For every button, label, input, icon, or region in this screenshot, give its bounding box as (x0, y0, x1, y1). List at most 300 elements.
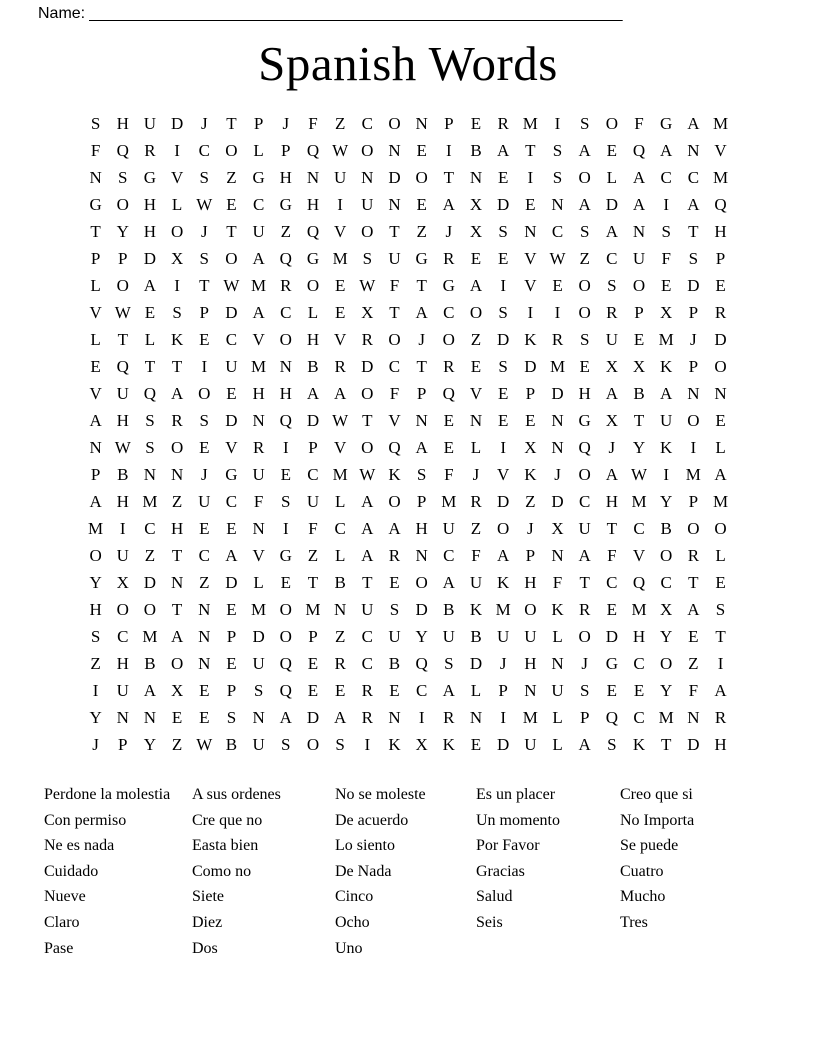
grid-cell[interactable]: S (579, 114, 590, 133)
grid-cell[interactable]: I (554, 114, 561, 133)
grid-cell[interactable]: R (361, 681, 373, 700)
grid-cell[interactable]: N (551, 411, 564, 430)
grid-cell[interactable]: F (661, 249, 671, 268)
grid-cell[interactable]: D (605, 195, 618, 214)
grid-cell[interactable]: O (578, 303, 591, 322)
grid-cell[interactable]: D (252, 627, 265, 646)
word-list-item[interactable]: A sus ordenes (192, 786, 281, 803)
grid-cell[interactable]: O (388, 492, 401, 511)
grid-cell[interactable]: U (252, 465, 265, 484)
grid-cell[interactable]: H (143, 222, 157, 241)
grid-cell[interactable]: D (605, 627, 618, 646)
grid-cell[interactable]: S (90, 114, 101, 133)
grid-cell[interactable]: Q (578, 438, 591, 457)
grid-cell[interactable]: T (226, 114, 237, 133)
grid-cell[interactable]: O (279, 627, 292, 646)
grid-cell[interactable]: U (660, 411, 673, 430)
grid-cell[interactable]: I (174, 276, 180, 295)
grid-cell[interactable]: M (441, 492, 457, 511)
grid-cell[interactable]: N (469, 411, 483, 430)
grid-cell[interactable]: B (225, 735, 238, 754)
grid-cell[interactable]: P (308, 627, 318, 646)
grid-cell[interactable]: P (199, 303, 209, 322)
grid-cell[interactable]: H (306, 330, 320, 349)
grid-cell[interactable]: H (524, 573, 537, 592)
grid-cell[interactable]: U (198, 492, 211, 511)
grid-cell[interactable]: M (522, 708, 538, 727)
grid-cell[interactable]: N (551, 438, 564, 457)
grid-cell[interactable]: E (171, 708, 183, 727)
grid-cell[interactable]: T (416, 276, 427, 295)
grid-cell[interactable]: E (497, 168, 509, 187)
grid-cell[interactable]: Q (116, 141, 129, 160)
grid-cell[interactable]: S (579, 222, 590, 241)
word-list-item[interactable]: De acuerdo (335, 811, 409, 829)
grid-cell[interactable]: A (578, 141, 591, 160)
grid-cell[interactable]: Y (660, 627, 673, 646)
grid-cell[interactable]: U (252, 654, 265, 673)
grid-cell[interactable]: O (279, 330, 292, 349)
grid-cell[interactable]: N (687, 141, 700, 160)
grid-cell[interactable]: S (118, 168, 128, 187)
grid-cell[interactable]: C (225, 330, 238, 349)
grid-cell[interactable]: E (606, 681, 618, 700)
grid-cell[interactable]: Y (415, 627, 428, 646)
grid-cell[interactable]: C (361, 627, 373, 646)
grid-cell[interactable]: E (661, 276, 672, 295)
grid-cell[interactable]: F (308, 114, 318, 133)
grid-cell[interactable]: P (416, 384, 427, 403)
grid-cell[interactable]: M (251, 357, 267, 376)
grid-cell[interactable]: Z (525, 492, 536, 511)
grid-cell[interactable]: U (225, 357, 238, 376)
grid-cell[interactable]: N (252, 708, 265, 727)
grid-cell[interactable]: M (251, 600, 267, 619)
grid-cell[interactable]: A (714, 681, 727, 700)
grid-cell[interactable]: L (552, 627, 563, 646)
grid-cell[interactable]: Y (89, 573, 102, 592)
grid-cell[interactable]: M (658, 708, 674, 727)
word-list-item[interactable]: Seis (476, 913, 503, 931)
grid-cell[interactable]: W (359, 465, 376, 484)
grid-cell[interactable]: D (143, 573, 157, 592)
grid-cell[interactable]: P (226, 627, 237, 646)
grid-cell[interactable]: D (497, 195, 510, 214)
grid-cell[interactable]: C (551, 222, 564, 241)
grid-cell[interactable]: Q (605, 708, 618, 727)
grid-cell[interactable]: X (524, 438, 537, 457)
word-list-item[interactable]: Uno (335, 939, 363, 957)
grid-cell[interactable]: S (579, 330, 590, 349)
grid-cell[interactable]: T (606, 519, 618, 538)
grid-cell[interactable]: A (660, 141, 673, 160)
grid-cell[interactable]: S (661, 222, 671, 241)
grid-cell[interactable]: S (552, 141, 563, 160)
grid-cell[interactable]: I (282, 519, 289, 538)
grid-cell[interactable]: E (633, 681, 645, 700)
grid-cell[interactable]: A (252, 249, 265, 268)
grid-cell[interactable]: C (225, 492, 238, 511)
grid-cell[interactable]: E (497, 411, 509, 430)
grid-cell[interactable]: E (715, 276, 726, 295)
grid-cell[interactable]: V (497, 465, 510, 484)
grid-cell[interactable]: S (389, 600, 400, 619)
word-list-item[interactable]: Salud (476, 888, 513, 906)
grid-cell[interactable]: A (578, 735, 591, 754)
grid-cell[interactable]: Z (334, 627, 346, 646)
grid-cell[interactable]: R (361, 708, 373, 727)
grid-cell[interactable]: U (143, 114, 157, 133)
word-list-item[interactable]: Dos (192, 939, 218, 957)
grid-cell[interactable]: Z (280, 222, 291, 241)
grid-cell[interactable]: G (89, 195, 102, 214)
grid-cell[interactable]: P (416, 492, 427, 511)
grid-cell[interactable]: D (469, 654, 483, 673)
grid-cell[interactable]: L (715, 438, 726, 457)
grid-cell[interactable]: R (579, 600, 591, 619)
grid-cell[interactable]: C (388, 357, 401, 376)
grid-cell[interactable]: M (305, 600, 321, 619)
grid-cell[interactable]: E (497, 249, 509, 268)
grid-cell[interactable]: H (578, 384, 591, 403)
grid-cell[interactable]: E (334, 303, 346, 322)
grid-cell[interactable]: N (388, 141, 401, 160)
grid-cell[interactable]: P (90, 465, 101, 484)
grid-cell[interactable]: C (579, 492, 591, 511)
grid-cell[interactable]: N (170, 465, 184, 484)
grid-cell[interactable]: L (715, 546, 726, 565)
grid-cell[interactable]: O (714, 519, 727, 538)
grid-cell[interactable]: Q (279, 249, 292, 268)
grid-cell[interactable]: L (334, 492, 346, 511)
grid-cell[interactable]: K (388, 735, 401, 754)
grid-cell[interactable]: W (359, 276, 376, 295)
grid-cell[interactable]: T (688, 222, 699, 241)
grid-cell[interactable]: A (333, 708, 347, 727)
grid-cell[interactable]: M (142, 492, 158, 511)
grid-cell[interactable]: H (279, 168, 292, 187)
grid-cell[interactable]: O (578, 465, 591, 484)
grid-cell[interactable]: F (308, 519, 318, 538)
grid-cell[interactable]: X (660, 600, 673, 619)
grid-cell[interactable]: A (89, 411, 102, 430)
grid-cell[interactable]: H (89, 600, 102, 619)
grid-cell[interactable]: J (200, 465, 208, 484)
grid-cell[interactable]: K (660, 357, 673, 376)
grid-cell[interactable]: Z (171, 492, 183, 511)
grid-cell[interactable]: A (605, 222, 618, 241)
grid-cell[interactable]: T (661, 735, 672, 754)
grid-cell[interactable]: P (253, 114, 264, 133)
grid-cell[interactable]: O (225, 249, 238, 268)
grid-cell[interactable]: U (306, 492, 320, 511)
grid-cell[interactable]: V (469, 384, 483, 403)
grid-cell[interactable]: E (199, 330, 210, 349)
grid-cell[interactable]: V (170, 168, 184, 187)
grid-cell[interactable]: H (116, 492, 129, 511)
grid-cell[interactable]: U (632, 249, 646, 268)
grid-cell[interactable]: V (524, 276, 537, 295)
grid-cell[interactable]: J (690, 330, 697, 349)
grid-cell[interactable]: E (199, 438, 210, 457)
grid-cell[interactable]: J (282, 114, 290, 133)
grid-cell[interactable]: O (469, 303, 483, 322)
grid-cell[interactable]: Q (632, 141, 646, 160)
word-list-item[interactable]: Gracias (476, 862, 525, 880)
grid-cell[interactable]: Z (199, 573, 210, 592)
grid-cell[interactable]: Q (632, 573, 646, 592)
grid-cell[interactable]: Z (688, 654, 699, 673)
grid-cell[interactable]: Y (143, 735, 157, 754)
word-list-item[interactable]: Es un placer (476, 786, 556, 803)
grid-cell[interactable]: F (471, 546, 481, 565)
word-list-item[interactable]: Ne es nada (44, 837, 115, 855)
grid-cell[interactable]: U (252, 222, 265, 241)
grid-cell[interactable]: L (171, 195, 183, 214)
grid-cell[interactable]: G (442, 276, 455, 295)
grid-cell[interactable]: A (497, 546, 510, 565)
grid-cell[interactable]: K (170, 330, 184, 349)
grid-cell[interactable]: A (361, 546, 374, 565)
grid-cell[interactable]: R (714, 708, 727, 727)
grid-cell[interactable]: T (715, 627, 726, 646)
grid-cell[interactable]: A (306, 384, 320, 403)
grid-cell[interactable]: M (549, 357, 566, 376)
grid-cell[interactable]: P (308, 438, 318, 457)
grid-cell[interactable]: U (442, 519, 455, 538)
grid-cell[interactable]: B (470, 627, 482, 646)
grid-cell[interactable]: D (714, 330, 727, 349)
word-list-item[interactable]: Pase (44, 939, 74, 957)
grid-cell[interactable]: T (117, 330, 128, 349)
grid-cell[interactable]: G (660, 114, 673, 133)
grid-cell[interactable]: S (145, 411, 155, 430)
grid-cell[interactable]: O (415, 168, 428, 187)
grid-cell[interactable]: W (549, 249, 566, 268)
grid-cell[interactable]: R (443, 708, 455, 727)
grid-cell[interactable]: P (226, 681, 237, 700)
grid-cell[interactable]: N (361, 168, 374, 187)
grid-cell[interactable]: W (196, 195, 213, 214)
grid-cell[interactable]: A (388, 519, 401, 538)
word-list-item[interactable]: Un momento (476, 811, 560, 829)
word-list-item[interactable]: Cuatro (620, 862, 664, 880)
grid-cell[interactable]: J (554, 465, 561, 484)
grid-cell[interactable]: D (497, 492, 510, 511)
grid-cell[interactable]: W (114, 438, 131, 457)
grid-cell[interactable]: O (306, 276, 320, 295)
grid-cell[interactable]: W (631, 465, 648, 484)
grid-cell[interactable]: B (388, 654, 401, 673)
grid-cell[interactable]: S (498, 303, 508, 322)
grid-cell[interactable]: U (524, 627, 537, 646)
word-list-item[interactable]: Easta bien (192, 837, 259, 855)
grid-cell[interactable]: E (579, 357, 590, 376)
grid-cell[interactable]: J (608, 438, 616, 457)
grid-cell[interactable]: W (114, 303, 131, 322)
grid-cell[interactable]: O (687, 519, 700, 538)
grid-cell[interactable]: S (253, 681, 264, 700)
grid-cell[interactable]: M (631, 492, 647, 511)
grid-cell[interactable]: K (524, 465, 537, 484)
grid-cell[interactable]: O (388, 330, 401, 349)
grid-cell[interactable]: R (687, 546, 700, 565)
grid-cell[interactable]: D (687, 735, 700, 754)
grid-cell[interactable]: U (361, 195, 374, 214)
grid-cell[interactable]: N (551, 546, 564, 565)
grid-cell[interactable]: A (687, 195, 700, 214)
grid-cell[interactable]: U (524, 735, 537, 754)
grid-cell[interactable]: H (116, 411, 129, 430)
grid-cell[interactable]: I (500, 438, 506, 457)
grid-cell[interactable]: S (226, 708, 237, 727)
grid-cell[interactable]: M (712, 114, 729, 133)
grid-cell[interactable]: H (415, 519, 428, 538)
grid-cell[interactable]: N (415, 411, 428, 430)
grid-cell[interactable]: E (525, 411, 536, 430)
grid-cell[interactable]: E (633, 330, 645, 349)
word-list-item[interactable]: Por Favor (476, 837, 540, 855)
grid-cell[interactable]: H (714, 222, 727, 241)
grid-cell[interactable]: T (443, 168, 455, 187)
grid-cell[interactable]: T (144, 357, 156, 376)
grid-cell[interactable]: H (714, 735, 727, 754)
grid-cell[interactable]: C (660, 168, 672, 187)
grid-cell[interactable]: E (199, 681, 210, 700)
grid-cell[interactable]: M (142, 627, 158, 646)
grid-cell[interactable]: K (660, 438, 673, 457)
grid-cell[interactable]: E (307, 681, 319, 700)
grid-cell[interactable]: X (632, 357, 646, 376)
grid-cell[interactable]: N (415, 114, 428, 133)
grid-cell[interactable]: F (688, 681, 699, 700)
grid-cell[interactable]: O (279, 600, 292, 619)
grid-cell[interactable]: A (605, 384, 618, 403)
grid-cell[interactable]: P (715, 249, 726, 268)
grid-cell[interactable]: V (89, 303, 102, 322)
grid-cell[interactable]: M (631, 600, 647, 619)
grid-cell[interactable]: K (524, 330, 537, 349)
word-list-item[interactable]: Ocho (335, 913, 370, 931)
grid-cell[interactable]: N (116, 708, 129, 727)
grid-cell[interactable]: G (279, 546, 292, 565)
grid-cell[interactable]: I (119, 519, 126, 538)
grid-cell[interactable]: E (199, 708, 210, 727)
grid-cell[interactable]: H (605, 492, 618, 511)
grid-cell[interactable]: A (415, 438, 428, 457)
grid-cell[interactable]: C (307, 465, 319, 484)
grid-cell[interactable]: M (495, 600, 511, 619)
grid-cell[interactable]: L (307, 303, 319, 322)
grid-cell[interactable]: F (552, 573, 563, 592)
grid-cell[interactable]: Q (442, 384, 455, 403)
grid-cell[interactable]: E (470, 735, 482, 754)
grid-cell[interactable]: N (252, 411, 265, 430)
grid-cell[interactable]: M (712, 168, 729, 187)
grid-cell[interactable]: O (578, 276, 591, 295)
grid-cell[interactable]: J (418, 330, 425, 349)
grid-cell[interactable]: Q (279, 411, 292, 430)
grid-cell[interactable]: O (116, 600, 129, 619)
grid-cell[interactable]: F (389, 384, 400, 403)
grid-cell[interactable]: D (687, 276, 700, 295)
grid-cell[interactable]: E (416, 195, 427, 214)
grid-cell[interactable]: L (90, 330, 101, 349)
grid-cell[interactable]: T (579, 573, 590, 592)
grid-cell[interactable]: U (442, 627, 455, 646)
grid-cell[interactable]: E (688, 627, 699, 646)
grid-cell[interactable]: O (170, 222, 184, 241)
grid-cell[interactable]: U (388, 627, 401, 646)
grid-cell[interactable]: R (252, 438, 265, 457)
grid-cell[interactable]: H (279, 384, 292, 403)
grid-cell[interactable]: C (633, 708, 645, 727)
grid-cell[interactable]: S (172, 303, 182, 322)
grid-cell[interactable]: Q (279, 681, 292, 700)
grid-cell[interactable]: A (361, 519, 374, 538)
grid-cell[interactable]: A (687, 600, 700, 619)
grid-cell[interactable]: P (118, 249, 128, 268)
grid-cell[interactable]: H (252, 384, 265, 403)
grid-cell[interactable]: S (145, 438, 155, 457)
word-list-item[interactable]: Cuidado (44, 862, 99, 880)
word-list-item[interactable]: No Importa (620, 811, 695, 829)
grid-cell[interactable]: X (116, 573, 129, 592)
grid-cell[interactable]: L (552, 708, 563, 727)
grid-cell[interactable]: F (253, 492, 264, 511)
grid-cell[interactable]: A (415, 303, 428, 322)
grid-cell[interactable]: F (607, 546, 617, 565)
grid-cell[interactable]: Z (307, 546, 319, 565)
grid-cell[interactable]: Z (470, 519, 482, 538)
grid-cell[interactable]: A (361, 492, 374, 511)
grid-cell[interactable]: W (332, 141, 349, 160)
grid-cell[interactable]: X (469, 195, 483, 214)
grid-cell[interactable]: N (143, 708, 157, 727)
grid-cell[interactable]: S (90, 627, 101, 646)
grid-cell[interactable]: O (524, 600, 537, 619)
grid-cell[interactable]: Y (116, 222, 129, 241)
grid-cell[interactable]: N (551, 654, 564, 673)
grid-cell[interactable]: N (252, 519, 265, 538)
grid-cell[interactable]: S (607, 276, 617, 295)
grid-cell[interactable]: K (551, 600, 564, 619)
grid-cell[interactable]: N (279, 357, 292, 376)
grid-cell[interactable]: T (171, 600, 183, 619)
grid-cell[interactable]: F (634, 114, 644, 133)
grid-cell[interactable]: L (470, 438, 482, 457)
grid-cell[interactable]: B (633, 384, 645, 403)
grid-cell[interactable]: C (361, 654, 373, 673)
grid-cell[interactable]: S (579, 681, 590, 700)
grid-cell[interactable]: A (89, 492, 102, 511)
grid-cell[interactable]: L (552, 735, 563, 754)
grid-cell[interactable]: D (225, 411, 238, 430)
grid-cell[interactable]: Z (416, 222, 427, 241)
grid-cell[interactable]: D (225, 573, 238, 592)
grid-cell[interactable]: Q (415, 654, 428, 673)
grid-cell[interactable]: N (415, 546, 428, 565)
grid-cell[interactable]: W (332, 411, 349, 430)
grid-cell[interactable]: W (223, 276, 240, 295)
grid-cell[interactable]: O (361, 141, 374, 160)
grid-cell[interactable]: D (497, 735, 510, 754)
grid-cell[interactable]: I (500, 276, 506, 295)
grid-cell[interactable]: T (171, 357, 183, 376)
grid-cell[interactable]: M (522, 114, 538, 133)
grid-cell[interactable]: A (143, 276, 157, 295)
grid-cell[interactable]: S (498, 357, 508, 376)
